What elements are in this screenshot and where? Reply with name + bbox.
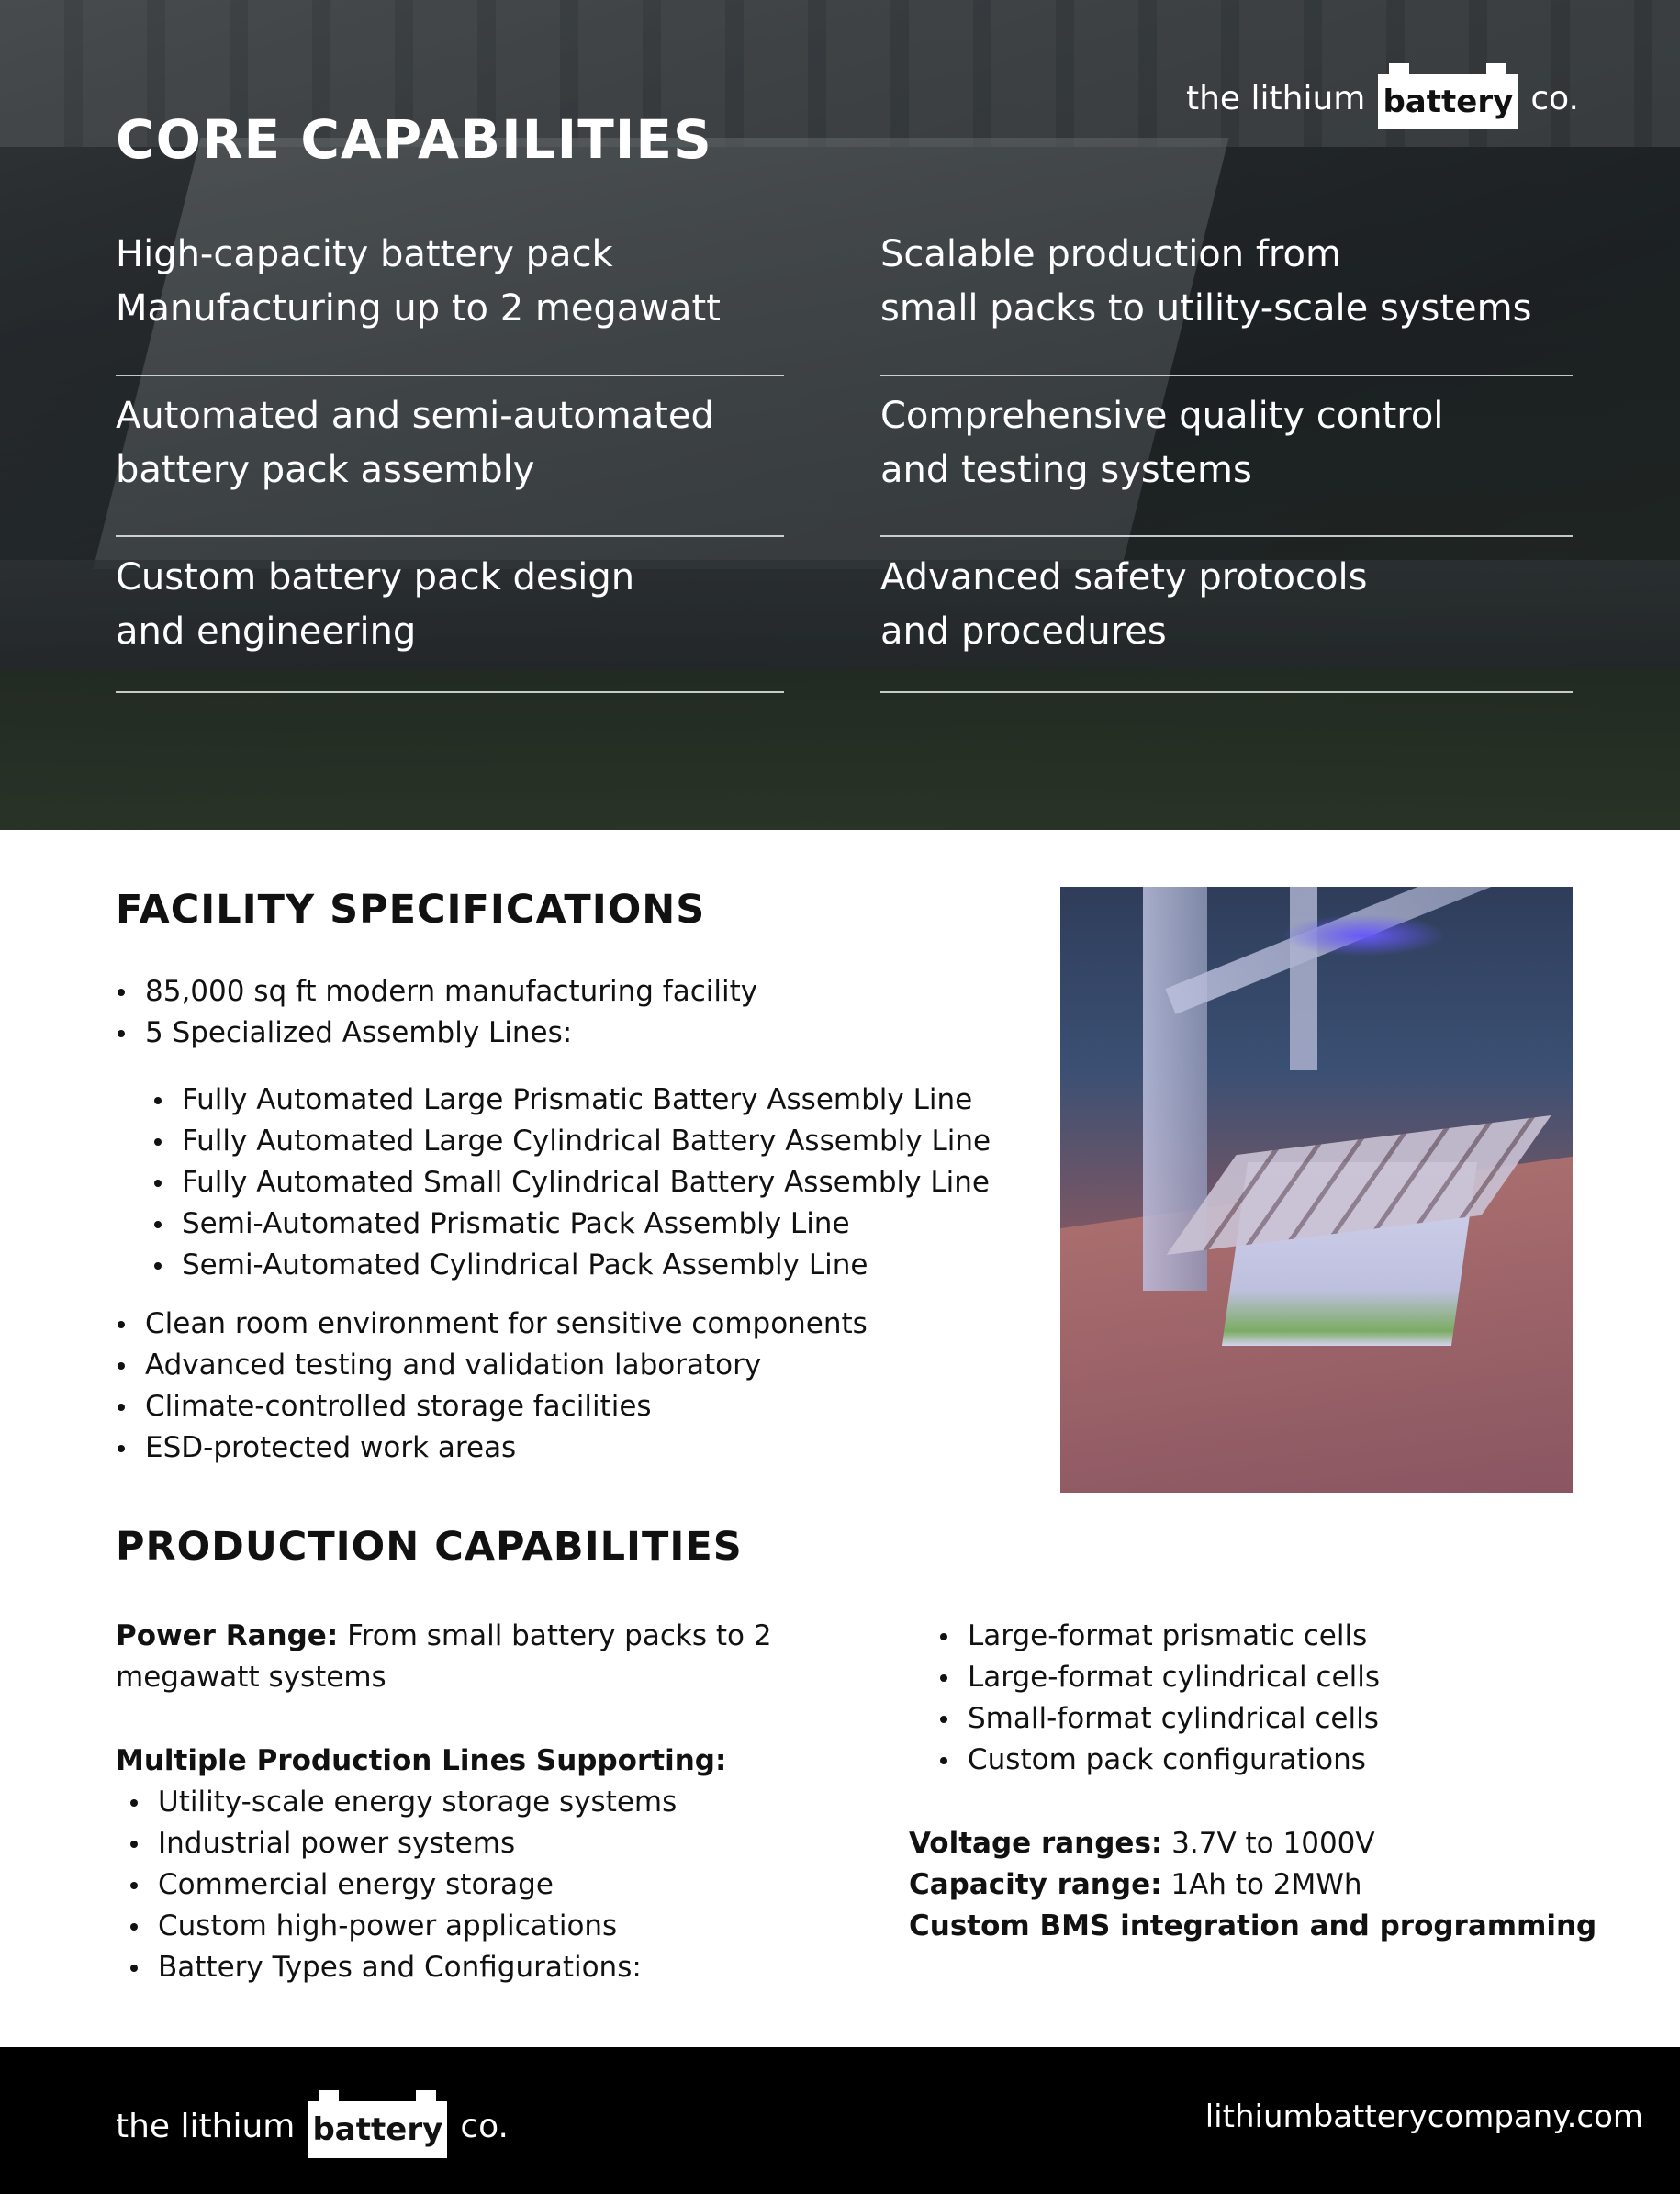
capability-line-1: Custom battery pack design [116,556,635,599]
list-item: Utility-scale energy storage systems [129,1782,677,1823]
facility-list-bottom [116,1304,868,1469]
capability-line-2: small packs to utility-scale systems [880,287,1532,330]
lines-supporting-heading: Multiple Production Lines Supporting: [116,1744,727,1777]
capability-line-2: and engineering [116,610,417,653]
list-item: Small-format cylindrical cells [938,1698,1380,1740]
logo-text-box: battery [312,2111,443,2148]
list-item: Industrial power systems [129,1823,677,1864]
capability-item [880,389,1443,498]
list-item: Commercial energy storage [129,1864,677,1906]
assembly-line-photo [1060,887,1573,1493]
battery-terminal-icon [1486,63,1506,74]
production-lines-list [129,1782,677,1988]
facility-specifications-title: FACILITY SPECIFICATIONS [116,887,706,933]
list-item: 5 Specialized Assembly Lines: [116,1013,757,1054]
capability-line-1: Comprehensive quality control [880,395,1444,437]
capability-item [116,389,714,498]
capability-line-1: Scalable production from [880,233,1341,275]
voltage-label: Voltage ranges: [909,1827,1163,1860]
list-item: Semi-Automated Cylindrical Pack Assembly Line [152,1245,991,1286]
list-item: Fully Automated Large Prismatic Battery Assembly Line [152,1080,991,1121]
logo-text-right: co. [1530,79,1579,118]
capability-line-1: Advanced safety protocols [880,556,1368,599]
capability-line-1: High-capacity battery pack [116,233,613,275]
list-item: Fully Automated Small Cylindrical Battery Assembly Line [152,1162,991,1203]
logo-text-right: co. [460,2107,509,2145]
list-item: Clean room environment for sensitive components [116,1304,868,1345]
capability-item [880,551,1367,659]
divider [116,691,784,693]
capability-line-2: Manufacturing up to 2 megawatt [116,287,721,330]
photo-blue-tint [1060,887,1573,1493]
assembly-lines-list [152,1080,991,1286]
logo-battery-box [1378,74,1518,129]
capability-item [116,228,721,336]
battery-types-list [938,1616,1380,1781]
brand-logo-footer [116,2082,509,2170]
capability-item [880,228,1531,336]
specs-summary [909,1823,1596,1947]
list-item: Fully Automated Large Cylindrical Battery Assembly Line [152,1121,991,1162]
capability-line-2: and testing systems [880,449,1252,491]
bms-text: Custom BMS integration and programming [909,1909,1597,1942]
facility-list-top [116,971,757,1054]
list-item: ESD-protected work areas [116,1427,868,1469]
voltage-value: 3.7V to 1000V [1162,1827,1375,1860]
capability-item [116,551,634,659]
production-capabilities-title: PRODUCTION CAPABILITIES [116,1524,743,1570]
brand-logo-header [1186,61,1579,136]
capacity-label: Capacity range: [909,1868,1162,1901]
logo-battery-box [308,2101,447,2158]
list-item: Custom high-power applications [129,1906,677,1947]
divider [880,375,1573,376]
divider [116,535,784,537]
capability-line-1: Automated and semi-automated [116,395,714,437]
divider [116,375,784,376]
list-item: Custom pack configurations [938,1740,1380,1781]
battery-terminal-icon [416,2090,436,2101]
capability-line-2: and procedures [880,610,1167,653]
power-range-value: From small battery packs to 2 [338,1619,772,1652]
list-item: Battery Types and Configurations: [129,1947,677,1988]
battery-terminal-icon [319,2090,339,2101]
list-item: Climate-controlled storage facilities [116,1386,868,1427]
divider [880,535,1573,537]
power-range-label: Power Range: [116,1619,339,1652]
capability-line-2: battery pack assembly [116,449,535,491]
power-range [116,1616,772,1698]
divider [880,691,1573,693]
list-item: Advanced testing and validation laboratory [116,1345,868,1386]
power-range-value-cont: megawatt systems [116,1661,386,1694]
lines-supporting-label [116,1741,726,1782]
list-item: Semi-Automated Prismatic Pack Assembly Line [152,1203,991,1245]
capacity-value: 1Ah to 2MWh [1161,1868,1362,1901]
logo-text-left: the lithium [116,2107,296,2145]
core-capabilities-title: CORE CAPABILITIES [116,108,712,171]
logo-text-left: the lithium [1186,79,1366,118]
list-item: Large-format cylindrical cells [938,1657,1380,1698]
battery-terminal-icon [1389,63,1409,74]
logo-text-box: battery [1383,84,1514,120]
list-item: Large-format prismatic cells [938,1616,1380,1657]
list-item: 85,000 sq ft modern manufacturing facility [116,971,757,1013]
website-url[interactable]: lithiumbatterycompany.com [1204,2099,1643,2135]
